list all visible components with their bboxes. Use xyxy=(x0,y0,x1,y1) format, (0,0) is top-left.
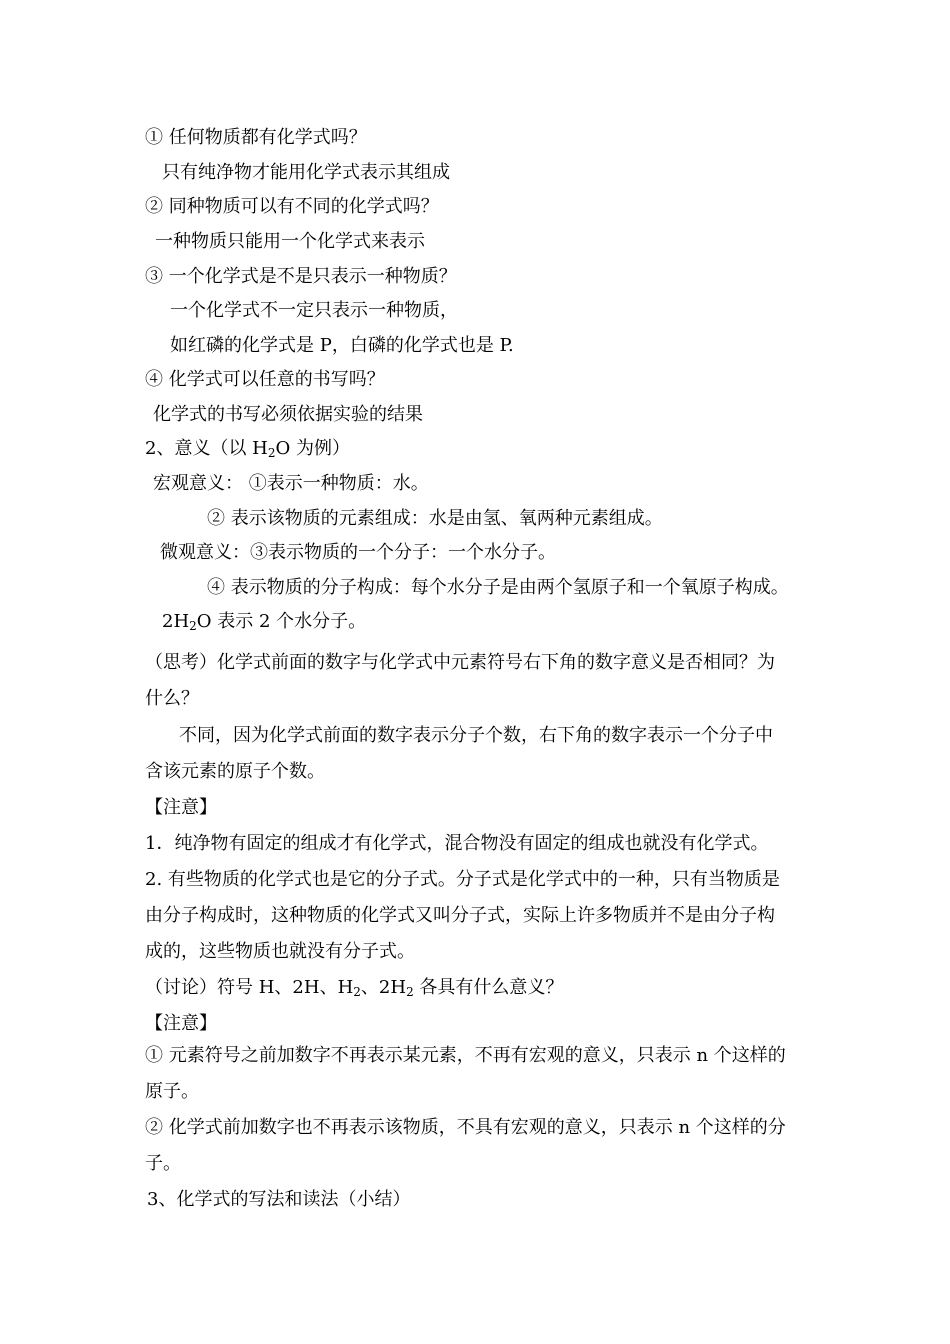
section-3-heading: 3、化学式的写法和读法（小结） xyxy=(147,1189,411,1210)
note-heading-1: 【注意】 xyxy=(145,797,217,818)
note-formula-line1: ② 化学式前加数字也不再表示该物质，不具有宏观的意义，只表示 n 个这样的分 xyxy=(145,1117,786,1138)
note-formula-line2: 子。 xyxy=(145,1153,181,1174)
question-1: ① 任何物质都有化学式吗？ xyxy=(145,127,367,148)
think-answer-line1: 不同，因为化学式前面的数字表示分子个数，右下角的数字表示一个分子中 xyxy=(179,725,773,746)
macro-meaning-2: ② 表示该物质的元素组成：水是由氢、氧两种元素组成。 xyxy=(207,508,663,529)
note-1: 1．纯净物有固定的组成才有化学式，混合物没有固定的组成也就没有化学式。 xyxy=(145,833,769,854)
note-element-line1: ① 元素符号之前加数字不再表示某元素，不再有宏观的意义，只表示 n 个这样的 xyxy=(145,1045,786,1066)
note-element-line2: 原子。 xyxy=(145,1081,199,1102)
think-answer-line2: 含该元素的原子个数。 xyxy=(145,761,325,782)
discussion-question: （讨论）符号 H、2H、$H_2$、$2H_2$ 各具有什么意义？ xyxy=(145,977,564,999)
micro-meaning-1: 微观意义：③表示物质的一个分子：一个水分子。 xyxy=(160,542,556,563)
macro-meaning-1: 宏观意义： ①表示一种物质：水。 xyxy=(153,473,429,494)
answer-3a: 一个化学式不一定只表示一种物质， xyxy=(170,300,458,321)
answer-1: 只有纯净物才能用化学式表示其组成 xyxy=(162,162,450,183)
question-3: ③ 一个化学式是不是只表示一种物质？ xyxy=(145,266,457,287)
question-4: ④ 化学式可以任意的书写吗？ xyxy=(145,369,385,390)
micro-meaning-2: ④ 表示物质的分子构成：每个水分子是由两个氢原子和一个氧原子构成。 xyxy=(207,577,789,598)
answer-4: 化学式的书写必须依据实验的结果 xyxy=(153,404,423,425)
think-question-line1: （思考）化学式前面的数字与化学式中元素符号右下角的数字意义是否相同？为 xyxy=(145,652,775,673)
answer-2: 一种物质只能用一个化学式来表示 xyxy=(155,231,425,252)
two-water-molecules: $2H_2O$ 表示 2 个水分子。 xyxy=(162,611,367,633)
answer-3b: 如红磷的化学式是 P，白磷的化学式也是 P. xyxy=(170,335,514,356)
note-heading-2: 【注意】 xyxy=(145,1013,217,1034)
note-2-line2: 由分子构成时，这种物质的化学式又叫分子式，实际上许多物质并不是由分子构 xyxy=(145,905,775,926)
note-2-line3: 成的，这些物质也就没有分子式。 xyxy=(145,941,415,962)
think-question-line2: 什么？ xyxy=(145,688,199,709)
note-2-line1: 2. 有些物质的化学式也是它的分子式。分子式是化学式中的一种，只有当物质是 xyxy=(145,869,780,890)
section-2-heading: 2、意义（以 $H_2O$ 为例） xyxy=(145,438,350,460)
question-2: ② 同种物质可以有不同的化学式吗？ xyxy=(145,196,439,217)
